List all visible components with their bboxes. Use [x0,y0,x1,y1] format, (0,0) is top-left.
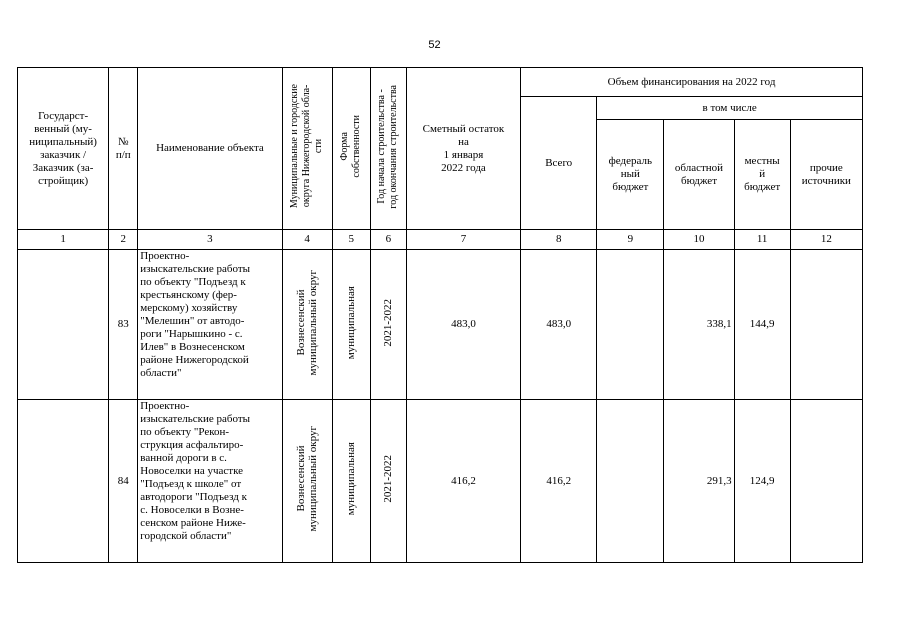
header-customer [18,68,109,230]
header-funding-label: Объем финансирования на 2022 год [607,75,776,88]
row-object-name-text: Проектно- изыскательские работы по объекту "Подъезд к крестьянскому (фер- мерскому) хозяйству "Мелешин" от автодо- роги "Нарышкино - с. Илев" в Вознесенском районе Нижегородской области" [140,250,251,379]
financing-table [17,67,863,563]
row-years [370,400,406,563]
row-years-text: 2021-2022 [382,298,395,347]
header-number [109,68,138,230]
header-regional-label: областной бюджет [674,161,724,187]
column-number: 2 [109,230,138,250]
header-funding [521,68,863,97]
column-number: 9 [597,230,664,250]
header-total [521,97,597,230]
header-local [734,120,790,230]
row-object-name-text: Проектно- изыскательские работы по объекту "Рекон- струкция асфальтиро- ванной дороги в с. Новоселки на участке "Подъезд к школе" от автодороги "Подъезд к с. Новоселки в Возне- сенском районе Ниже- городской области" [140,400,251,542]
header-remainder-label: Сметный остаток на 1 января 2022 года [422,122,505,174]
column-number-row [18,230,863,250]
row-number: 84 [109,400,138,563]
row-district [282,400,332,563]
row-district-text: Вознесенский муниципальный округ [295,269,320,376]
row-local: 124,9 [734,400,790,563]
column-number: 8 [521,230,597,250]
row-district-text: Вознесенский муниципальный округ [295,426,320,532]
header-federal-label: федераль ный бюджет [608,155,653,193]
table-row [18,250,863,400]
column-number: 6 [370,230,406,250]
column-number: 4 [282,230,332,250]
header-district-label: Муниципальные и городские округа Нижегородской обла- сти [289,84,325,209]
row-ownership [332,250,370,400]
page-number: 52 [428,39,441,51]
column-number: 10 [664,230,734,250]
header-total-label: Всего [545,156,573,169]
row-ownership-text: муниципальная [345,285,358,360]
header-other-label: прочие источники [801,161,851,187]
header-number-label: № п/п [115,135,131,161]
header-customer-label: Государст- венный (му- ниципальный) заказчик / Заказчик (за- стройщик) [29,109,97,187]
table-row [18,400,863,563]
header-object-name [138,68,282,230]
row-remainder: 416,2 [406,400,520,563]
header-other [790,120,862,230]
row-years-text: 2021-2022 [382,455,395,503]
row-other [790,250,862,400]
column-number: 11 [734,230,790,250]
column-number: 7 [406,230,520,250]
header-including-label: в том числе [702,101,757,114]
row-federal [597,400,664,563]
row-object-name [138,250,282,400]
header-years-label: Год начала строительства - год окончания строительства [376,84,400,209]
column-number: 3 [138,230,282,250]
header-regional [664,120,734,230]
row-years [370,250,406,400]
column-number: 12 [790,230,862,250]
row-district [282,250,332,400]
row-other [790,400,862,563]
row-total: 416,2 [521,400,597,563]
row-ownership-text: муниципальная [345,442,358,516]
header-local-label: местны й бюджет [744,155,781,193]
header-object-name-label: Наименование объекта [156,142,264,154]
header-federal [597,120,664,230]
header-remainder [406,68,520,230]
column-number: 5 [332,230,370,250]
row-number: 83 [109,250,138,400]
row-ownership [332,400,370,563]
header-district [282,68,332,230]
row-local: 144,9 [734,250,790,400]
column-number: 1 [18,230,109,250]
row-regional: 291,3 [664,400,734,563]
row-remainder: 483,0 [406,250,520,400]
header-years [370,68,406,230]
header-ownership [332,68,370,230]
row-object-name [138,400,282,563]
row-customer [18,400,109,563]
header-including [597,97,863,120]
header-row-1 [18,68,863,97]
row-total: 483,0 [521,250,597,400]
header-ownership-label: Форма собственности [339,115,363,178]
row-customer [18,250,109,400]
row-regional: 338,1 [664,250,734,400]
row-federal [597,250,664,400]
